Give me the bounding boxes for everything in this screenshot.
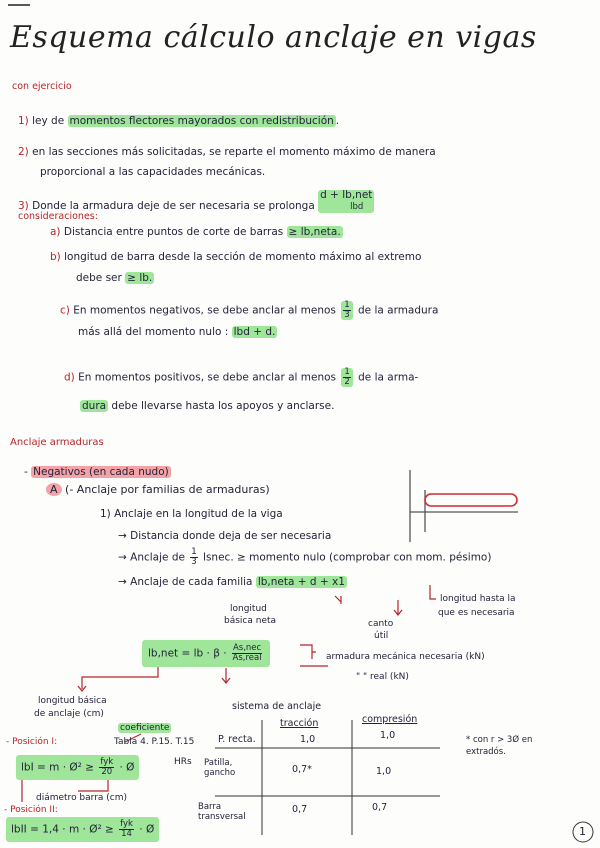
label-basica-neta: básica neta: [224, 616, 277, 626]
point-a-badge: A: [46, 483, 62, 496]
anclaje-longitud-viga: 1) Anclaje en la longitud de la viga: [100, 508, 283, 520]
anclaje-familias-line: A (- Anclaje por familias de armaduras): [46, 483, 270, 496]
fraction-one-half: $\frac{1}{2}$: [341, 368, 352, 387]
table-row-label: Patilla, gancho: [204, 758, 236, 778]
label-util: útil: [374, 631, 389, 641]
section-label-anclaje: Anclaje armaduras: [10, 437, 104, 448]
table-cell: 0,7: [292, 804, 308, 815]
table-cell: 1,0: [380, 730, 396, 741]
formula-lb1: lbI = m · Ø² ≥ $\frac{\text{fyk}}{20}$ · Ø: [16, 755, 139, 780]
page-title: Esquema cálculo anclaje en vigas: [10, 20, 537, 55]
formula-lb2: lbII = 1,4 · m · Ø² ≥ $\frac{\text{fyk}}{14}$ · Ø: [6, 817, 159, 842]
subitem-b-line2: debe ser ≥ lb.: [76, 272, 153, 284]
rhs-necesaria: armadura mecánica necesaria (kN): [326, 652, 485, 662]
diametro-label: diámetro barra (cm): [36, 793, 128, 803]
item-1: 1) ley de momentos flectores mayorados con redistribución .: [18, 115, 340, 127]
item-2-line2: proporcional a las capacidades mecánicas.: [40, 166, 266, 178]
subitem-d-line1: d) En momentos positivos, se debe anclar al menos $\frac{1}{2}$ de la arma-: [64, 367, 419, 387]
subitem-c-line1: c) En momentos negativos, se debe anclar al menos $\frac{1}{3}$ de la armadura: [60, 300, 439, 320]
table-header-traccion: tracción: [280, 718, 319, 729]
item-2-line1: 2) en las secciones más solicitadas, se reparte el momento máximo de manera: [18, 146, 436, 158]
arrow-item-3: → Anclaje de cada familia lb,neta + d + x1: [118, 576, 345, 588]
hrs-label: HRs: [174, 757, 192, 767]
consideraciones-label: consideraciones:: [18, 211, 98, 222]
subitem-d-line2: dura debe llevarse hasta los apoyos y anclarse.: [82, 400, 335, 412]
subitem-c-line2: más allá del momento nulo : lbd + d.: [78, 326, 276, 338]
table-cell: 1,0: [300, 734, 316, 745]
arrow-item-2: → Anclaje de $\frac{1}{3}$ lsnec. ≥ momento nulo (comprobar con mom. pésimo): [118, 547, 492, 567]
de-anclaje: de anclaje (cm): [34, 709, 104, 719]
subitem-a: a) Distancia entre puntos de corte de barras ≥ lb,neta.: [50, 226, 341, 238]
tabla-ref: Tabla 4. P.15. T.15: [114, 737, 195, 747]
table-cell: 1,0: [376, 766, 392, 777]
fraction-one-third: $\frac{1}{3}$: [341, 301, 352, 320]
negativos-line: - Negativos (en cada nudo): [24, 466, 169, 478]
posicion-1: - Posición I:: [6, 737, 58, 747]
label-que-es: que es necesaria: [438, 608, 515, 618]
table-title: sistema de anclaje: [232, 701, 322, 712]
page-number: 1: [579, 825, 586, 838]
table-cell: 0,7*: [292, 764, 312, 775]
label-longitud-hasta: longitud hasta la: [440, 594, 516, 604]
table-row-label: P. recta.: [218, 734, 256, 745]
posicion-2: - Posición II:: [4, 805, 58, 815]
table-cell: 0,7: [372, 802, 388, 813]
section-label-ejercicio: con ejercicio: [12, 81, 72, 92]
table-header-compresion: compresión: [362, 714, 418, 725]
item-3-line1: 3) Donde la armadura deje de ser necesaria se prolonga d + lb,net lbd: [18, 189, 373, 212]
table-row-label: Barra transversal: [198, 802, 246, 822]
arrow-item-1: → Distancia donde deja de ser necesaria: [118, 530, 332, 542]
table-note: * con r > 3Ø en extradós.: [466, 735, 533, 757]
rhs-real: " " real (kN): [356, 672, 409, 682]
formula-lb-net: lb,net = lb · β · $\frac{\text{As,nec}}{\text{As,real}}$: [142, 640, 270, 667]
label-canto: canto: [368, 619, 394, 629]
coef-label: coeficiente: [120, 723, 170, 733]
longitud-basica: longitud básica: [38, 696, 107, 706]
label-longitud: longitud: [230, 604, 267, 614]
subitem-b-line1: b) longitud de barra desde la sección de momento máximo al extremo: [50, 251, 422, 263]
fraction-one-third-b: $\frac{1}{3}$: [191, 547, 197, 567]
prolong-formula: d + lb,net lbd: [320, 189, 373, 212]
